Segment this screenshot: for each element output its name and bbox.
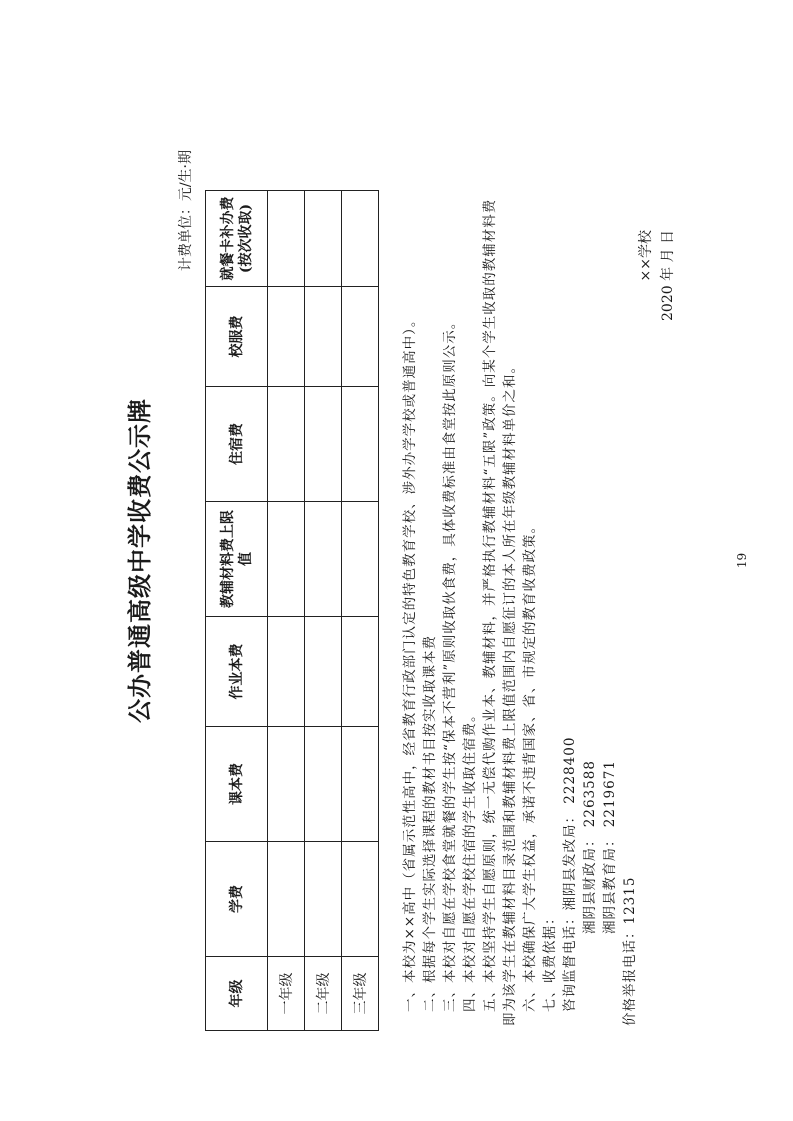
consult-line: [560, 76, 580, 1026]
fee-table: [205, 190, 379, 1031]
header-grade: 年级: [206, 957, 268, 1031]
note-item-1: 一、本校为××高中（省属示范性高中，经省教育行政部门认定的特色教育学校、涉外办学学校或普通高中）。: [402, 312, 418, 1012]
table-cell: [305, 727, 342, 842]
notes-section: [400, 76, 640, 1026]
table-cell: [305, 842, 342, 957]
header-accommodation-fee: 住宿费: [206, 387, 268, 502]
header-uniform-fee: 校服费: [206, 287, 268, 387]
page-title: 公办普通高级中学收费公示牌: [125, 398, 154, 723]
table-cell: [268, 727, 305, 842]
table-header-row: [206, 191, 268, 1031]
table-row: [305, 191, 342, 1031]
table-cell: [305, 617, 342, 727]
billing-unit: 计费单位：元/生·期: [178, 150, 194, 272]
table-cell: [268, 617, 305, 727]
header-meal-card-fee: 就餐卡补办费(按次收取): [206, 191, 268, 287]
phone-education-bureau: 湘阴县教育局： 2219671: [602, 760, 618, 934]
school-name: ××学校: [638, 230, 654, 282]
cell-grade: 一年级: [268, 957, 305, 1031]
header-exercise-book-fee: 作业本费: [206, 617, 268, 727]
signature-date: 2020 年 月 日: [660, 230, 676, 321]
table-cell: [268, 842, 305, 957]
table-row: [268, 191, 305, 1031]
header-tuition: 学费: [206, 842, 268, 957]
table-cell: [268, 387, 305, 502]
table-cell: [268, 502, 305, 617]
signature-block: [635, 230, 679, 321]
note-item-4: 四、本校对自愿在学校住宿的学生收取住宿费。: [462, 707, 478, 1012]
header-supplementary-material-cap: 教辅材料费上限值: [206, 502, 268, 617]
cell-grade: 二年级: [305, 957, 342, 1031]
page-number: 19: [735, 552, 749, 569]
note-item-3: 三、本校对自愿在学校食堂就餐的学生按“保本不营利”原则收取伙食费，具体收费标准由食堂按此原则公示。: [442, 314, 458, 1012]
table-cell: [342, 617, 379, 727]
table-cell: [305, 191, 342, 287]
table-cell: [342, 502, 379, 617]
table-row: [342, 191, 379, 1031]
consult-label: 咨询监督电话：: [562, 910, 578, 1012]
header-textbook-fee: 课本费: [206, 727, 268, 842]
cell-grade: 三年级: [342, 957, 379, 1031]
table-cell: [305, 387, 342, 502]
note-item-6: 六、本校确保广大学生权益，承诺不违背国家、省、市规定的教育收费政策。: [522, 519, 538, 1012]
table-cell: [268, 287, 305, 387]
phone-finance-bureau: 湘阴县财政局： 2263588: [582, 760, 598, 934]
note-item-5: 五、本校坚持学生自愿原则，统一无偿代购作业本、教辅材料，并严格执行教辅材料“五限”政策。向某个学生收取的教辅材料费: [482, 198, 498, 1012]
table-cell: [342, 727, 379, 842]
table-cell: [342, 842, 379, 957]
note-item-2: 二、根据每个学生实际选择课程的教材书目按实收取课本费: [422, 635, 438, 1012]
table-cell: [305, 502, 342, 617]
price-report-phone: 价格举报电话：12315: [622, 876, 638, 1026]
table-cell: [305, 287, 342, 387]
table-cell: [268, 191, 305, 287]
note-item-5-continued: 即为该学生在教辅材料目录范围和教辅材料费上限值范围内自愿征订的本人所在年级教辅材料单价之和。: [502, 359, 518, 1026]
table-cell: [342, 387, 379, 502]
table-cell: [342, 191, 379, 287]
note-item-7: 七、收费依据：: [542, 910, 558, 1012]
phone-development-bureau: 湘阴县发改局： 2228400: [562, 736, 578, 911]
table-cell: [342, 287, 379, 387]
